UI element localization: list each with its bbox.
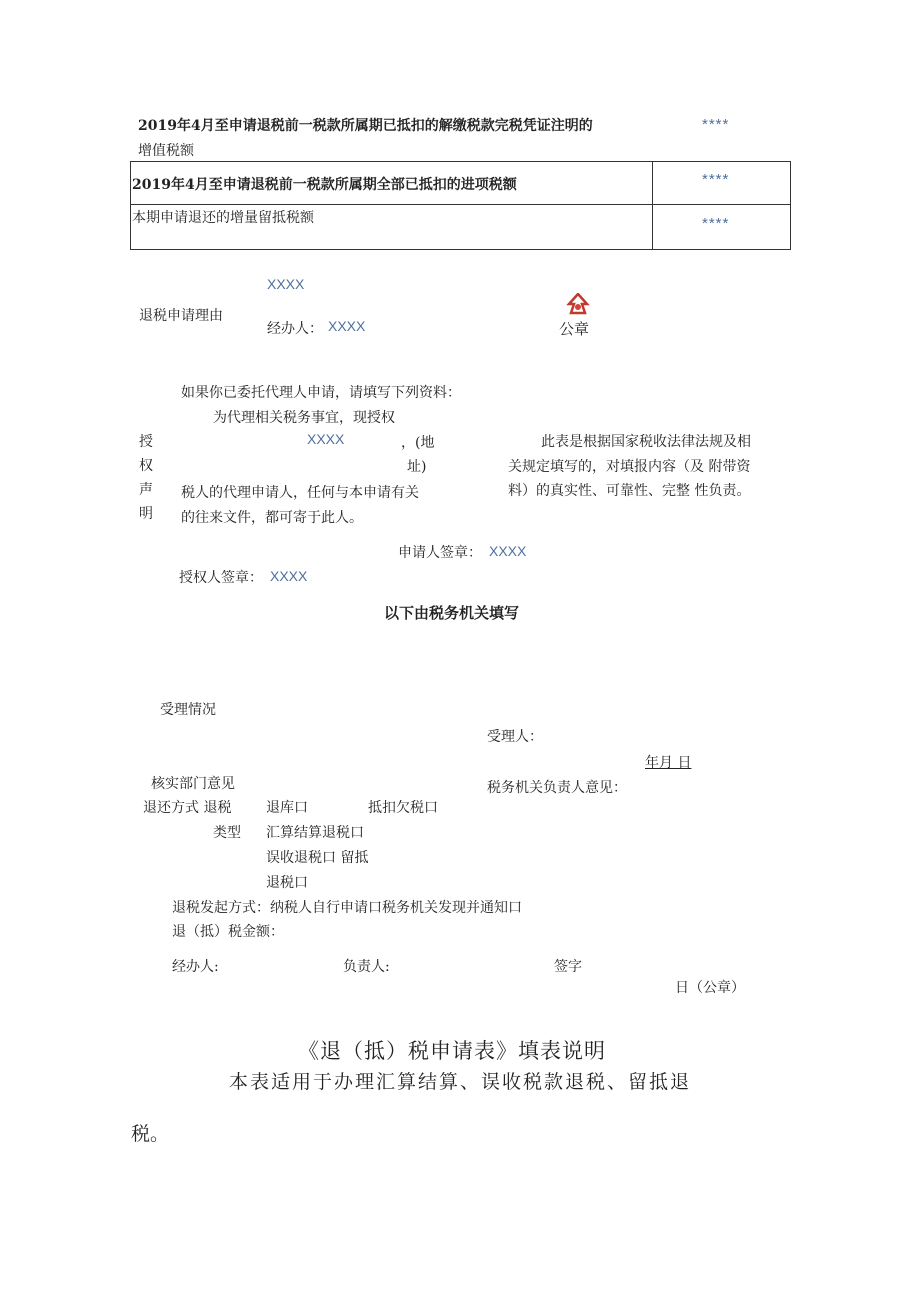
auth-side-label-4: 明 (139, 506, 153, 522)
table-border-bottom (130, 249, 791, 250)
declaration-line3: 料）的真实性、可靠性、完整 性负责。 (508, 483, 751, 499)
row0-value: **** (702, 116, 730, 133)
table-border-mid (130, 204, 791, 205)
row0-label-line2: 增值税额 (138, 143, 194, 159)
seal-text: 公章 (559, 320, 590, 338)
instructions-title: 《退（抵）税申请表》填表说明 (298, 1039, 606, 1063)
auth-addr-a: ，(地 (401, 435, 435, 451)
day-seal-label: 日（公章） (675, 980, 745, 996)
refund-type-label: 类型 (213, 825, 241, 841)
auth-addr-b: 址) (407, 459, 427, 475)
auth-side-label-1: 授 (139, 434, 153, 450)
initiation-method: 退税发起方式：纳税人自行申请口税务机关发现并通知口 (172, 900, 522, 916)
refund-option-retained[interactable]: 退税口 (266, 875, 308, 891)
auth-side-label-2: 权 (139, 458, 153, 474)
auth-line3: 税人的代理申请人，任何与本申请有关 (181, 485, 419, 501)
refund-option-settlement[interactable]: 汇算结算退税口 (266, 825, 364, 841)
refund-amount-label: 退（抵）税金额： (172, 924, 284, 940)
auth-side-label-3: 声 (139, 482, 153, 498)
table-border-right (790, 161, 791, 250)
row1-label: 2019年4月至申请退税前一税款所属期全部已抵扣的进项税额 (132, 177, 517, 193)
date-label: 年月 日 (645, 755, 692, 771)
signature-label: 签字 (554, 959, 582, 975)
instructions-line2: 税。 (131, 1123, 170, 1145)
acceptor-label: 受理人： (487, 729, 543, 745)
leader-opinion: 税务机关负责人意见： (487, 780, 627, 796)
applicant-sign-label: 申请人签章： (398, 545, 482, 561)
handler-label: 经办人: (172, 959, 219, 975)
reason-handler-value: XXXX (328, 318, 366, 334)
auth-agent-value: XXXX (307, 431, 345, 447)
authorizer-sign-label: 授权人签章： (179, 570, 263, 586)
auth-line4: 的往来文件，都可寄于此人。 (181, 510, 363, 526)
row0-label-line1: 2019年4月至申请退税前一税款所属期已抵扣的解缴税款完税凭证注明的 (138, 118, 593, 134)
verification-opinion: 核实部门意见 (151, 776, 235, 792)
table-border-left (130, 161, 131, 250)
acceptance-label: 受理情况 (160, 702, 216, 718)
auth-line1: 为代理相关税务事宜，现授权 (213, 410, 395, 426)
reason-label: 退税申请理由 (139, 308, 223, 324)
auth-intro: 如果你已委托代理人申请，请填写下列资料： (181, 385, 461, 401)
row2-label: 本期申请退还的增量留抵税额 (132, 210, 314, 226)
seal-icon (566, 293, 590, 315)
table-border-divider (652, 161, 653, 250)
reason-handler-label: 经办人： (267, 321, 323, 337)
instructions-line1: 本表适用于办理汇算结算、误收税款退税、留抵退 (229, 1071, 692, 1093)
refund-option-offset-arrears[interactable]: 抵扣欠税口 (368, 800, 438, 816)
refund-option-treasury[interactable]: 退库口 (266, 800, 308, 816)
refund-option-erroneous[interactable]: 误收退税口 留抵 (266, 850, 369, 866)
tax-office-heading: 以下由税务机关填写 (384, 604, 520, 622)
responsible-label: 负责人: (343, 959, 390, 975)
table-border-top (130, 161, 791, 162)
declaration-line2: 关规定填写的，对填报内容（及 附带资 (508, 459, 751, 475)
applicant-sign-value: XXXX (489, 543, 527, 559)
refund-method-label: 退还方式 退税 (143, 800, 232, 816)
authorizer-sign-value: XXXX (270, 568, 308, 584)
row2-value: **** (702, 215, 730, 232)
reason-value: XXXX (267, 276, 305, 292)
row1-value: **** (702, 171, 730, 188)
declaration-line1: 此表是根据国家税收法律法规及相 (541, 434, 751, 450)
